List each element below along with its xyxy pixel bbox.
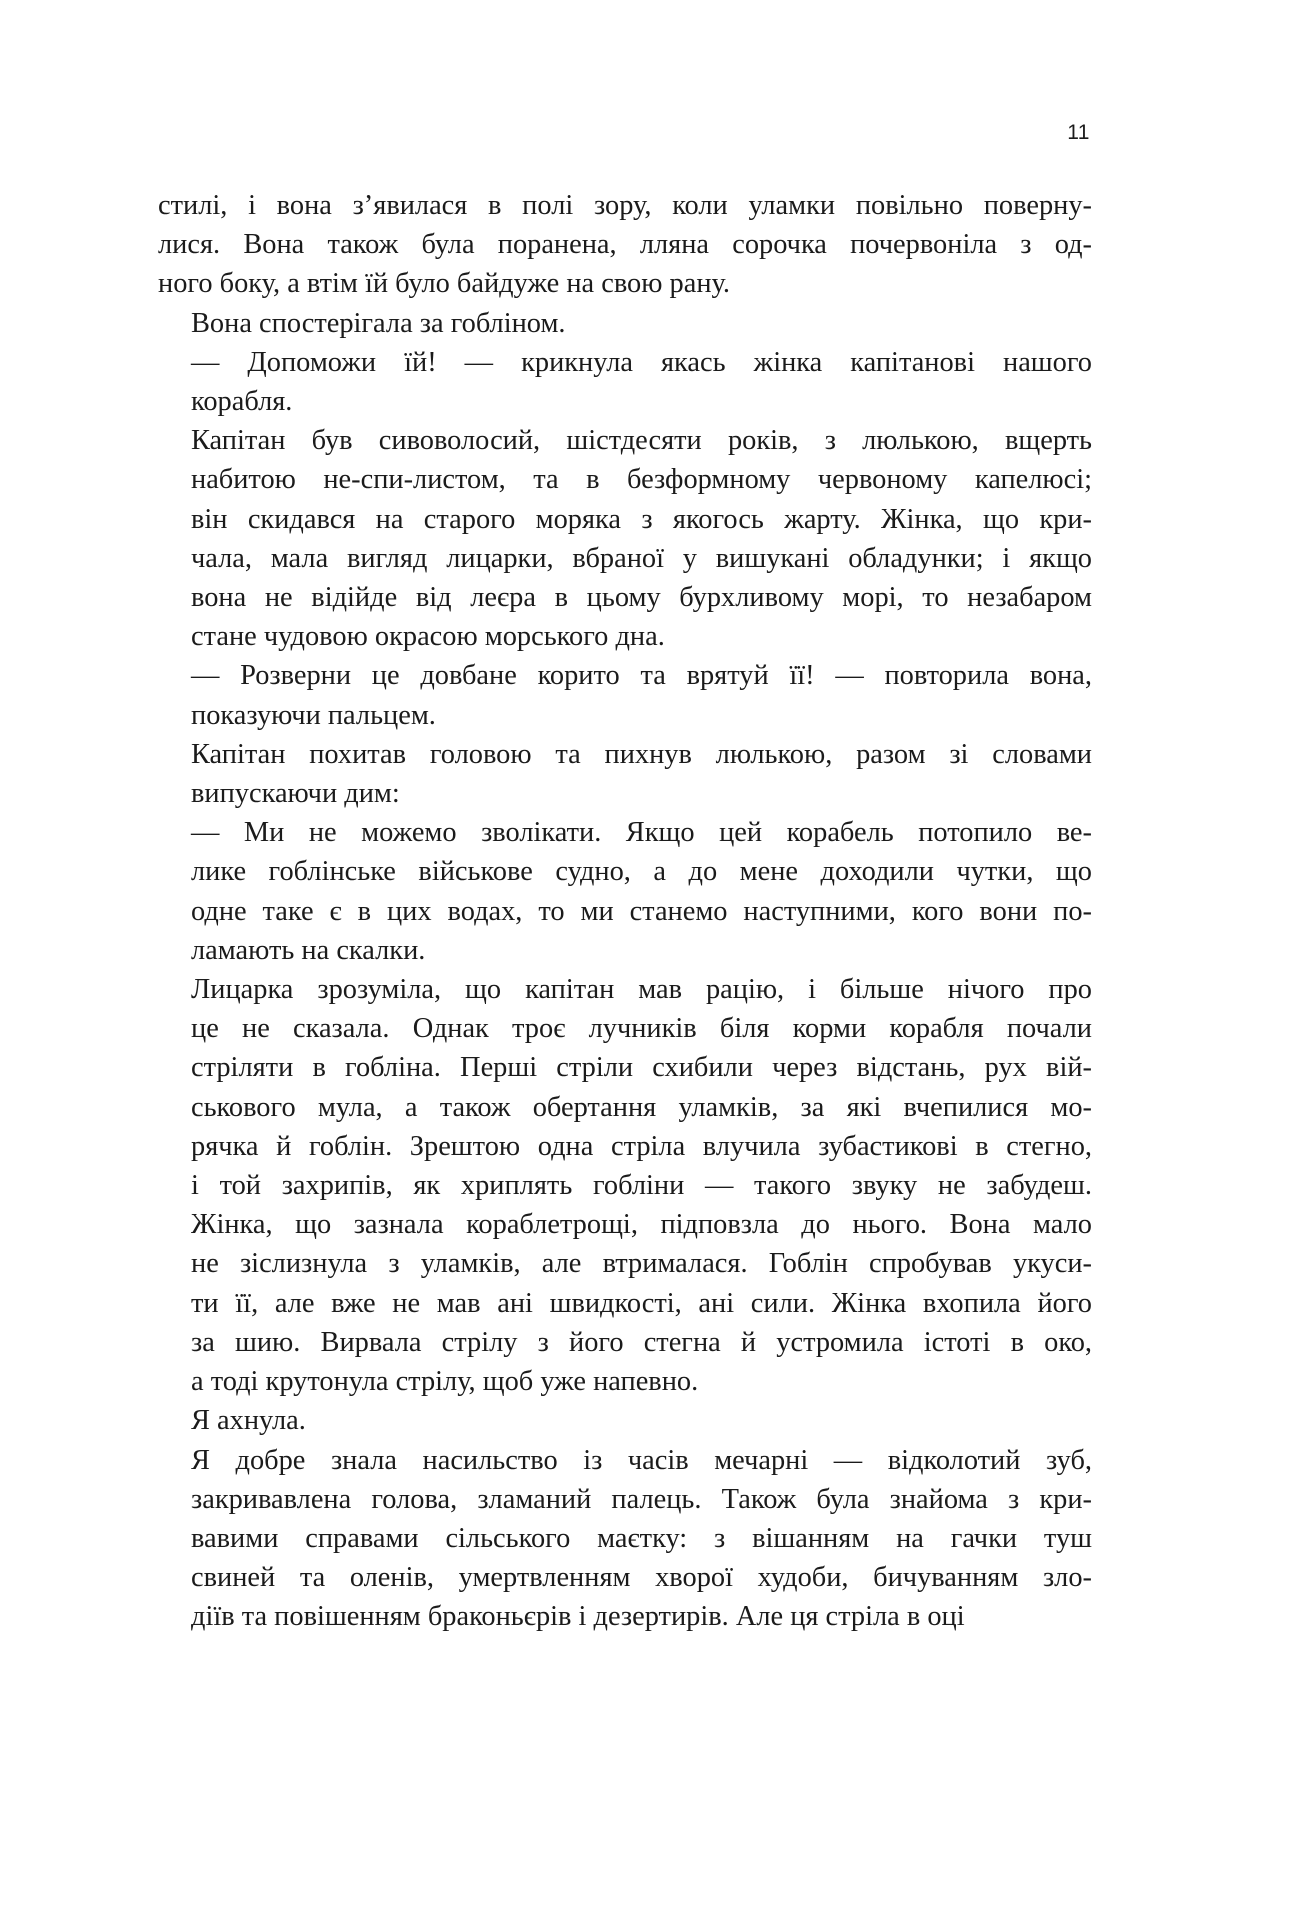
paragraph: [158, 1401, 1092, 1440]
paragraph: [158, 1441, 1092, 1637]
text-line: Капітан похитав головою та пихнув люлькою, разом зі словами: [191, 738, 1092, 770]
paragraph: [158, 656, 1092, 734]
text-line: лике гоблінське військове судно, а до мене доходили чутки, що: [191, 856, 1092, 888]
text-line: показуючи пальцем.: [191, 699, 436, 731]
text-line: а тоді крутонула стрілу, щоб уже напевно.: [191, 1366, 699, 1398]
paragraph: [158, 813, 1092, 970]
text-line: Лицарка зрозуміла, що капітан мав рацію, і більше нічого про: [191, 974, 1092, 1006]
text-line: корабля.: [191, 386, 293, 418]
text-line: Вона спостерігала за гобліном.: [191, 307, 566, 339]
text-line: вавими справами сільського маєтку: з вішанням на гачки туш: [191, 1522, 1092, 1554]
text-line: стріляти в гобліна. Перші стріли схибили через відстань, рух вій-: [191, 1052, 1092, 1084]
text-line: Жінка, що зазнала кораблетрощі, підповзла до нього. Вона мало: [191, 1209, 1092, 1241]
text-line: ти її, але вже не мав ані швидкості, ані сили. Жінка вхопила його: [191, 1287, 1092, 1319]
text-line: ламають на скалки.: [191, 934, 426, 966]
text-line: стане чудовою окрасою морського дна.: [191, 621, 665, 653]
text-line: — Допоможи їй! — крикнула якась жінка капітанові нашого: [191, 346, 1092, 378]
text-line: набитою не-спи-листом, та в безформному червоному капелюсі;: [191, 464, 1092, 496]
text-line: Я добре знала насильство із часів мечарні — відколотий зуб,: [191, 1444, 1092, 1476]
text-line: випускаючи дим:: [191, 778, 400, 810]
text-line: — Розверни це довбане корито та врятуй її! — повторила вона,: [191, 660, 1092, 692]
page-number: 11: [1067, 121, 1090, 144]
text-line: Я ахнула.: [191, 1405, 306, 1437]
text-line: за шию. Вирвала стрілу з його стегна й устромила істоті в око,: [191, 1326, 1092, 1358]
text-line: і той захрипів, як хриплять гобліни — такого звуку не забудеш.: [191, 1170, 1092, 1202]
text-line: лися. Вона також була поранена, лляна сорочка почервоніла з од-: [158, 229, 1092, 261]
paragraph: [158, 421, 1092, 656]
paragraph: [158, 304, 1092, 343]
text-line: свиней та оленів, умертвленням хворої худоби, бичуванням зло-: [191, 1562, 1092, 1594]
text-line: це не сказала. Однак троє лучників біля корми корабля почали: [191, 1013, 1092, 1045]
text-line: вона не відійде від леєра в цьому бурхливому морі, то незабаром: [191, 582, 1092, 614]
text-line: Капітан був сивоволосий, шістдесяти років, з люлькою, вщерть: [191, 425, 1092, 457]
text-line: ськового мула, а також обертання уламків, за які вчепилися мо-: [191, 1091, 1092, 1123]
text-line: діїв та повішенням браконьєрів і дезертирів. Але ця стріла в оці: [191, 1601, 965, 1633]
text-line: закривавлена голова, зламаний палець. Також була знайома з кри-: [191, 1483, 1092, 1515]
text-line: одне таке є в цих водах, то ми станемо наступними, кого вони по-: [191, 895, 1092, 927]
text-line: чала, мала вигляд лицарки, вбраної у вишукані обладунки; і якщо: [191, 542, 1092, 574]
text-line: рячка й гоблін. Зрештою одна стріла влучила зубастикові в стегно,: [191, 1130, 1092, 1162]
text-line: — Ми не можемо зволікати. Якщо цей корабель потопило ве-: [191, 817, 1092, 849]
paragraph: [158, 970, 1092, 1401]
paragraph: [158, 343, 1092, 421]
text-line: стилі, і вона з’явилася в полі зору, коли уламки повільно поверну-: [158, 190, 1092, 221]
paragraph: [158, 186, 1092, 304]
text-line: не зіслизнула з уламків, але втрималася. Гоблін спробував укуси-: [191, 1248, 1092, 1280]
text-line: він скидався на старого моряка з якогось жарту. Жінка, що кри-: [191, 503, 1092, 535]
text-line: ного боку, а втім їй було байдуже на свою рану.: [158, 268, 730, 300]
body-text: [158, 186, 1092, 1637]
paragraph: [158, 735, 1092, 813]
